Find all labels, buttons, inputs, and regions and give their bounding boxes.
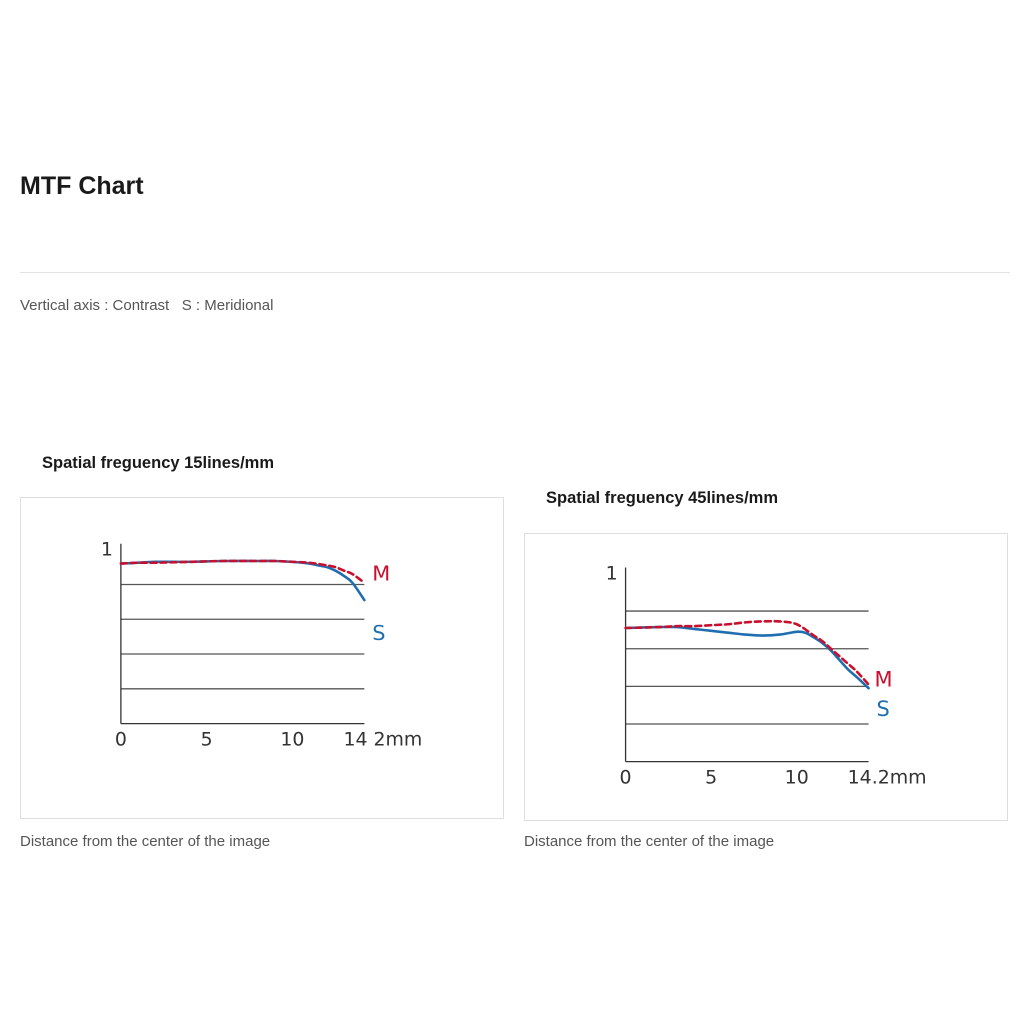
x-tick-label: 0 (114, 728, 127, 751)
series-label-m: M (874, 667, 893, 692)
mtf-chart-15lines (21, 498, 503, 818)
series-line-m (121, 561, 364, 583)
series-line-s (121, 561, 364, 600)
title-divider (20, 272, 1010, 273)
page-title: MTF Chart (20, 172, 144, 200)
series-line-s (626, 627, 869, 688)
chart-15lines-heading: Spatial freguency 15lines/mm (42, 454, 275, 472)
chart-45lines-panel (524, 533, 1008, 821)
axis-legend-note: Vertical axis : Contrast S : Meridional (20, 297, 274, 314)
series-label-m: M (372, 561, 391, 586)
x-tick-label: 0 (619, 766, 632, 789)
chart-15lines-caption: Distance from the center of the image (20, 833, 271, 850)
chart-45lines-heading: Spatial freguency 45lines/mm (546, 489, 779, 507)
y-tick-label: 1 (100, 538, 113, 561)
x-tick-label: 10 (784, 766, 809, 789)
x-tick-label: 14.2mm (847, 766, 927, 789)
series-label-s: S (372, 620, 386, 645)
x-tick-label: 14 2mm (343, 728, 423, 751)
chart-45lines-caption: Distance from the center of the image (524, 833, 775, 850)
chart-15lines-panel (20, 497, 504, 819)
mtf-chart-45lines (525, 534, 1007, 820)
x-tick-label: 5 (705, 766, 718, 789)
series-label-s: S (876, 697, 890, 722)
x-tick-label: 5 (200, 728, 213, 751)
y-tick-label: 1 (605, 562, 618, 585)
x-tick-label: 10 (280, 728, 305, 751)
